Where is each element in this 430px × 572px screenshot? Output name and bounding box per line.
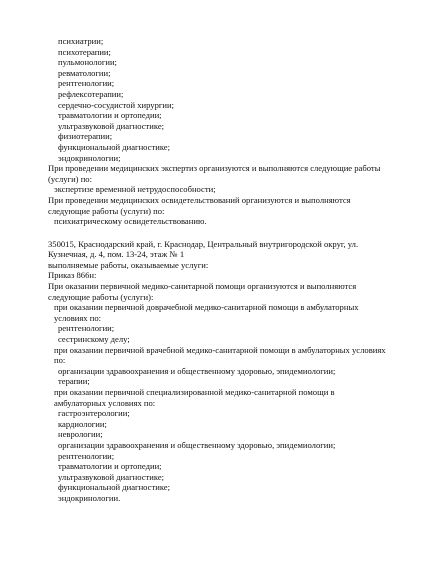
list-item: психиатрии; xyxy=(58,36,104,46)
list-item: ультразвуковой диагностике; xyxy=(58,120,165,131)
list-item: сердечно-сосудистой хирургии; xyxy=(58,99,175,110)
specialized-heading: при оказании первичной специализированной медико-санитарной помощи в амбулаторных условиях по: xyxy=(54,387,335,408)
list-item: рентгенологии; xyxy=(58,323,115,334)
list-item: ультразвуковой диагностике; xyxy=(58,471,165,482)
list-item: пульмонологии; xyxy=(58,57,117,68)
expertise-heading: При проведении медицинских экспертиз организуются и выполняются следующие работы (услуги) по: xyxy=(48,163,381,184)
order-reference: Приказ 866н: xyxy=(48,270,97,281)
predoctor-heading: при оказании первичной доврачебной медико-санитарной помощи в амбулаторных условиях по: xyxy=(54,302,359,323)
primary-care-heading: При оказании первичной медико-санитарной помощи организуются и выполняются следующие работы (услуги): xyxy=(48,281,357,302)
specialty-list xyxy=(48,36,388,163)
doctor-heading: при оказании первичной врачебной медико-санитарной помощи в амбулаторных условиях по: xyxy=(54,344,386,366)
list-item: эндокринологии; xyxy=(58,152,121,163)
list-item: функциональной диагностике; xyxy=(58,141,171,152)
list-item: организации здравоохранения и общественному здоровью, эпидемиологии; xyxy=(58,439,336,450)
list-item: психиатрическому освидетельствованию. xyxy=(54,216,207,227)
list-item: рентгенологии; xyxy=(58,450,115,461)
list-item: травматологии и ортопедии; xyxy=(58,110,162,121)
list-item: терапии; xyxy=(58,376,90,387)
section-spacer xyxy=(48,227,388,239)
document-body xyxy=(48,36,388,504)
list-item: ревматологии; xyxy=(58,67,111,78)
list-item: экспертизе временной нетрудоспособности; xyxy=(54,184,216,195)
list-item: физиотерапии; xyxy=(58,131,113,142)
list-item: неврологии; xyxy=(58,429,103,440)
list-item: рентгенологии; xyxy=(58,78,115,89)
list-item: психотерапии; xyxy=(58,46,111,57)
list-item: эндокринологии. xyxy=(58,492,121,503)
services-label: выполняемые работы, оказываемые услуги: xyxy=(48,259,209,270)
exams-heading: При проведении медицинских освидетельствований организуются и выполняются следующие работы (услуги) по: xyxy=(48,194,351,216)
list-item: гастроэнтерологии; xyxy=(58,408,130,419)
list-item: рефлексотерапии; xyxy=(58,88,124,99)
list-item: травматологии и ортопедии; xyxy=(58,461,162,472)
list-item: кардиологии; xyxy=(58,418,107,429)
list-item: сестринскому делу; xyxy=(58,334,130,345)
list-item: организации здравоохранения и общественному здоровью, эпидемиологии; xyxy=(58,365,336,376)
list-item: функциональной диагностике; xyxy=(58,482,171,493)
address: 350015, Краснодарский край, г. Краснодар, Центральный внутригородской округ, ул. Кузнечная, д. 4, пом. 13-24, этаж № 1 xyxy=(48,238,359,260)
